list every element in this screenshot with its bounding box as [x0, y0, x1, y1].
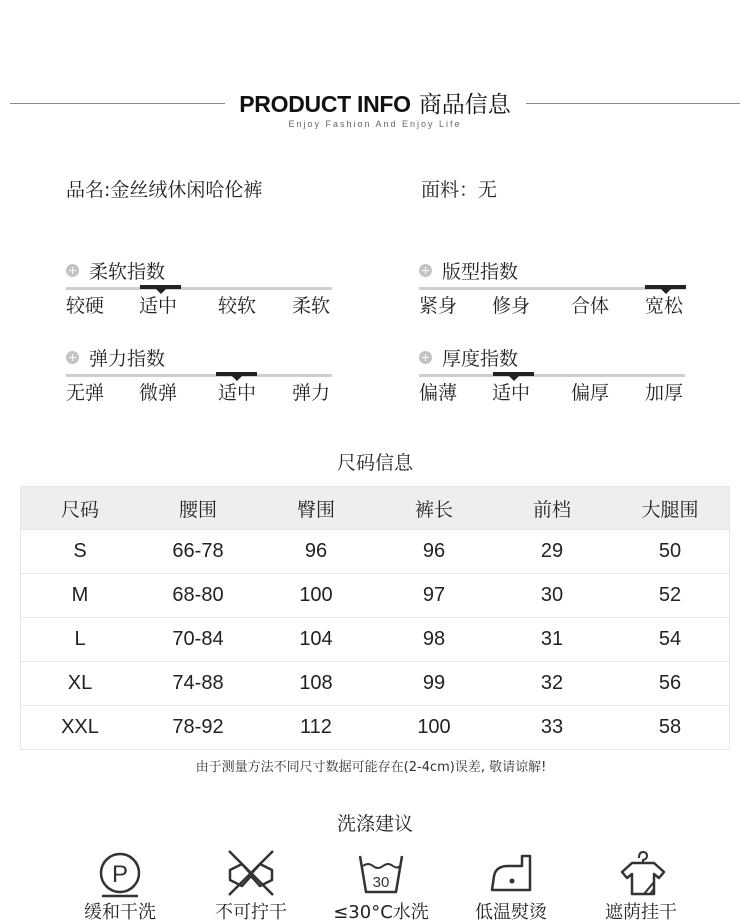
plus-circle-icon	[66, 351, 79, 364]
column-header: 尺码	[60, 498, 99, 521]
column-header: 前档	[532, 498, 571, 521]
washing-item	[196, 846, 306, 924]
index-scale-bar	[66, 287, 332, 290]
washing-label: 遮荫挂干	[605, 902, 677, 923]
washing-label: 缓和干洗	[84, 902, 156, 923]
table-cell: 66-78	[172, 540, 224, 562]
section-subtitle: Enjoy Fashion And Enjoy Life	[288, 119, 462, 129]
table-cell: 100	[299, 584, 333, 606]
index-label: 偏厚	[571, 382, 610, 404]
title-english: PRODUCT INFO	[239, 91, 411, 117]
table-cell: M	[71, 584, 89, 606]
washing-item	[456, 846, 566, 924]
index-title: 厚度指数	[442, 347, 519, 370]
table-cell: 32	[540, 672, 564, 694]
table-cell: XXL	[61, 716, 99, 738]
table-row	[21, 573, 729, 617]
table-header-row	[21, 487, 729, 529]
index-scale-bar	[419, 374, 685, 377]
table-cell: 29	[540, 540, 564, 562]
table-row	[21, 617, 729, 661]
shade-hang-dry-icon	[614, 848, 668, 898]
size-table	[20, 486, 730, 750]
index-marker	[645, 285, 686, 289]
table-row	[21, 529, 729, 573]
plus-circle-icon	[419, 264, 432, 277]
table-cell: 100	[417, 716, 451, 738]
index-label: 无弹	[66, 382, 105, 404]
washing-label: ≤30°C水洗	[333, 902, 429, 923]
table-cell: 112	[300, 716, 332, 738]
table-cell: 99	[422, 672, 446, 694]
index-label: 较硬	[66, 295, 105, 317]
table-cell: 33	[540, 716, 564, 738]
column-header: 裤长	[414, 498, 453, 521]
elasticity-index	[66, 345, 332, 415]
column-header: 臀围	[296, 498, 335, 521]
index-label: 柔软	[292, 295, 331, 317]
wash-temperature-text: 30	[372, 874, 390, 891]
index-label: 偏薄	[419, 382, 458, 404]
table-cell: 50	[658, 540, 682, 562]
header-divider-right	[526, 103, 740, 104]
table-cell: 30	[540, 584, 564, 606]
table-cell: 108	[299, 672, 333, 694]
table-cell: 31	[540, 628, 564, 650]
title-chinese: 商品信息	[418, 92, 511, 118]
index-label: 适中	[139, 295, 178, 317]
index-label: 加厚	[645, 382, 684, 404]
table-cell: 54	[658, 628, 682, 650]
svg-text:P: P	[111, 861, 129, 888]
fit-index	[419, 258, 685, 328]
table-cell: 52	[658, 584, 682, 606]
table-cell: 96	[304, 540, 328, 562]
index-label: 修身	[492, 295, 531, 317]
low-iron-icon	[484, 848, 538, 898]
index-label: 适中	[492, 382, 531, 404]
size-table-note: 由于测量方法不同尺寸数据可能存在(2-4cm)误差, 敬请谅解!	[195, 760, 547, 775]
table-cell: L	[74, 628, 86, 650]
plus-circle-icon	[66, 264, 79, 277]
washing-title: 洗涤建议	[336, 813, 413, 835]
size-table-title: 尺码信息	[336, 452, 413, 474]
product-name: 品名:金丝绒休闲哈伦裤	[66, 179, 263, 201]
table-row	[21, 661, 729, 705]
index-scale-bar	[66, 374, 332, 377]
wash-30-icon	[354, 848, 408, 898]
table-cell: 68-80	[172, 584, 224, 606]
table-row	[21, 705, 729, 749]
table-cell: 70-84	[172, 628, 224, 650]
washing-item	[326, 846, 436, 924]
section-title	[0, 88, 750, 121]
index-marker	[216, 372, 257, 376]
table-cell: 58	[658, 716, 682, 738]
index-label: 微弹	[139, 382, 178, 404]
table-cell: 97	[422, 584, 446, 606]
table-cell: 98	[422, 628, 446, 650]
table-cell: XL	[67, 672, 93, 694]
index-title: 弹力指数	[89, 347, 166, 370]
table-cell: 74-88	[172, 672, 224, 694]
column-header: 大腿围	[641, 498, 699, 521]
section-header	[0, 88, 750, 138]
dry-clean-p-icon	[93, 848, 147, 898]
table-cell: 56	[658, 672, 682, 694]
washing-label: 低温熨烫	[475, 902, 547, 923]
table-cell: 104	[299, 628, 333, 650]
thickness-index	[419, 345, 685, 415]
index-title: 柔软指数	[89, 260, 166, 283]
washing-item	[586, 846, 696, 924]
index-label: 弹力	[292, 382, 331, 404]
product-fabric: 面料：无	[421, 179, 498, 201]
index-title: 版型指数	[442, 260, 519, 283]
index-marker	[493, 372, 534, 376]
index-label: 宽松	[645, 295, 684, 317]
table-cell: 96	[422, 540, 446, 562]
do-not-wring-icon	[224, 848, 278, 898]
softness-index	[66, 258, 332, 328]
column-header: 腰围	[178, 498, 217, 521]
index-label: 合体	[571, 295, 610, 317]
table-cell: 78-92	[172, 716, 224, 738]
index-label: 紧身	[419, 295, 458, 317]
index-label: 适中	[218, 382, 257, 404]
index-marker	[140, 285, 181, 289]
washing-label: 不可拧干	[215, 902, 287, 923]
table-cell: S	[73, 540, 87, 562]
washing-item	[65, 846, 175, 924]
plus-circle-icon	[419, 351, 432, 364]
index-label: 较软	[218, 295, 257, 317]
